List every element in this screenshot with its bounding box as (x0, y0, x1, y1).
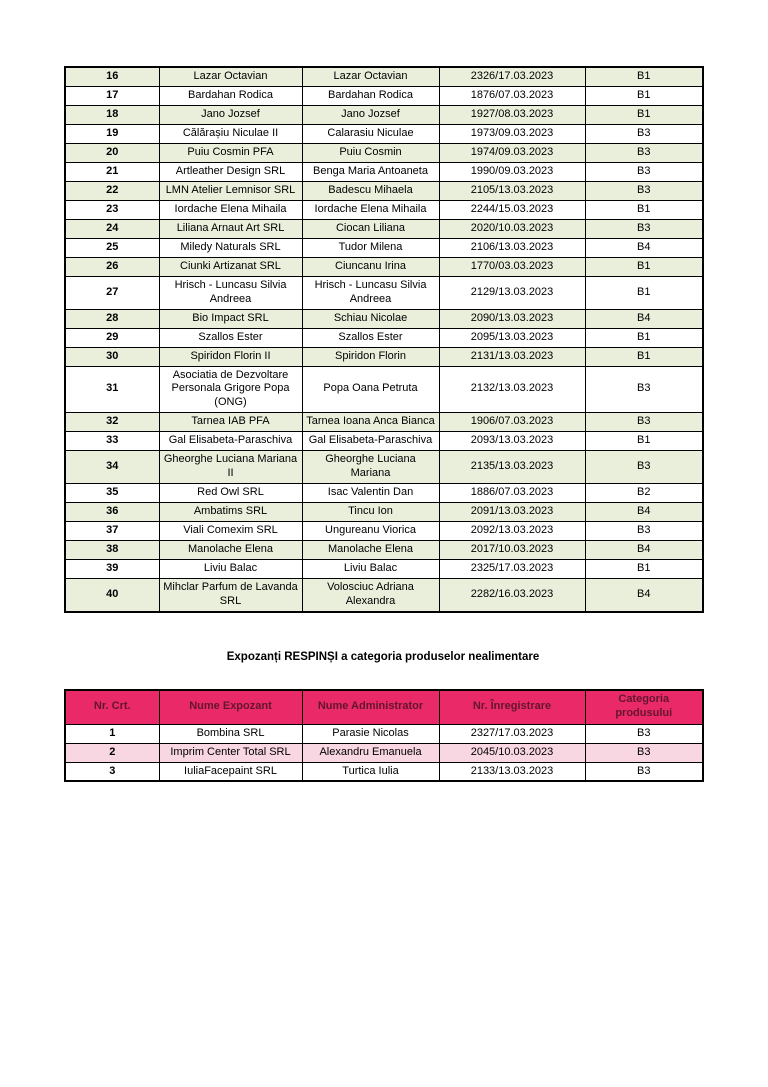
cell-nume-expozant: Tarnea IAB PFA (159, 413, 302, 432)
exhibitors-continued-table-body (65, 67, 703, 612)
cell-nume-expozant: Puiu Cosmin PFA (159, 143, 302, 162)
cell-nume-expozant: LMN Atelier Lemnisor SRL (159, 181, 302, 200)
cell-nr-inregistrare: 2131/13.03.2023 (439, 347, 585, 366)
cell-nr-inregistrare: 2282/16.03.2023 (439, 579, 585, 612)
table-row (65, 162, 703, 181)
table-row (65, 143, 703, 162)
cell-nr-crt: 37 (65, 522, 159, 541)
cell-nume-expozant: Spiridon Florin II (159, 347, 302, 366)
cell-nr-crt: 28 (65, 309, 159, 328)
table-row (65, 276, 703, 309)
cell-nr-crt: 33 (65, 432, 159, 451)
cell-nr-inregistrare: 2327/17.03.2023 (439, 724, 585, 743)
cell-categoria-produsului: B3 (585, 181, 703, 200)
cell-categoria-produsului: B1 (585, 257, 703, 276)
header-nume-expozant: Nume Expozant (159, 690, 302, 724)
cell-categoria-produsului: B3 (585, 724, 703, 743)
cell-categoria-produsului: B3 (585, 366, 703, 413)
cell-nr-crt: 34 (65, 451, 159, 484)
cell-nr-crt: 16 (65, 67, 159, 86)
table-row (65, 541, 703, 560)
cell-nr-inregistrare: 2090/13.03.2023 (439, 309, 585, 328)
table-row (65, 413, 703, 432)
cell-nume-administrator: Parasie Nicolas (302, 724, 439, 743)
cell-nr-inregistrare: 1906/07.03.2023 (439, 413, 585, 432)
cell-categoria-produsului: B1 (585, 432, 703, 451)
cell-nr-inregistrare: 2132/13.03.2023 (439, 366, 585, 413)
cell-categoria-produsului: B3 (585, 743, 703, 762)
cell-nume-administrator: Benga Maria Antoaneta (302, 162, 439, 181)
cell-nr-crt: 26 (65, 257, 159, 276)
cell-nume-expozant: Bombina SRL (159, 724, 302, 743)
table-row (65, 347, 703, 366)
table-row (65, 724, 703, 743)
cell-nr-crt: 18 (65, 105, 159, 124)
header-nume-administrator: Nume Administrator (302, 690, 439, 724)
cell-nr-crt: 17 (65, 86, 159, 105)
cell-nr-crt: 20 (65, 143, 159, 162)
cell-nume-expozant: Lazar Octavian (159, 67, 302, 86)
table-row (65, 366, 703, 413)
cell-nume-administrator: Schiau Nicolae (302, 309, 439, 328)
cell-nume-expozant: Szallos Ester (159, 328, 302, 347)
cell-nume-expozant: Ambatims SRL (159, 503, 302, 522)
exhibitors-continued-table (64, 66, 704, 613)
cell-nr-crt: 3 (65, 762, 159, 781)
cell-nr-inregistrare: 2092/13.03.2023 (439, 522, 585, 541)
cell-nume-expozant: Gheorghe Luciana Mariana II (159, 451, 302, 484)
cell-nr-inregistrare: 2045/10.03.2023 (439, 743, 585, 762)
cell-nr-inregistrare: 2244/15.03.2023 (439, 200, 585, 219)
cell-categoria-produsului: B4 (585, 503, 703, 522)
cell-nume-administrator: Ciuncanu Irina (302, 257, 439, 276)
cell-nume-administrator: Bardahan Rodica (302, 86, 439, 105)
cell-nume-administrator: Lazar Octavian (302, 67, 439, 86)
cell-categoria-produsului: B3 (585, 162, 703, 181)
cell-nume-expozant: Imprim Center Total SRL (159, 743, 302, 762)
cell-nume-administrator: Tarnea Ioana Anca Bianca (302, 413, 439, 432)
cell-nume-administrator: Tudor Milena (302, 238, 439, 257)
table-row (65, 743, 703, 762)
cell-nume-administrator: Alexandru Emanuela (302, 743, 439, 762)
cell-nume-administrator: Iordache Elena Mihaila (302, 200, 439, 219)
table-row (65, 86, 703, 105)
table-row (65, 762, 703, 781)
cell-categoria-produsului: B1 (585, 67, 703, 86)
cell-nr-inregistrare: 2325/17.03.2023 (439, 560, 585, 579)
cell-nr-crt: 21 (65, 162, 159, 181)
rejected-table-body (65, 724, 703, 781)
cell-nr-crt: 27 (65, 276, 159, 309)
cell-nr-inregistrare: 2091/13.03.2023 (439, 503, 585, 522)
cell-nume-administrator: Popa Oana Petruta (302, 366, 439, 413)
cell-nr-inregistrare: 2020/10.03.2023 (439, 219, 585, 238)
table-row (65, 560, 703, 579)
table-row (65, 238, 703, 257)
table-row (65, 503, 703, 522)
cell-nume-administrator: Szallos Ester (302, 328, 439, 347)
cell-nr-crt: 35 (65, 484, 159, 503)
cell-nume-expozant: Liliana Arnaut Art SRL (159, 219, 302, 238)
table-row (65, 579, 703, 612)
table-row (65, 257, 703, 276)
cell-categoria-produsului: B3 (585, 451, 703, 484)
cell-nume-expozant: Manolache Elena (159, 541, 302, 560)
cell-nr-crt: 32 (65, 413, 159, 432)
table-row (65, 200, 703, 219)
table-row (65, 124, 703, 143)
cell-nume-expozant: Jano Jozsef (159, 105, 302, 124)
cell-nume-administrator: Manolache Elena (302, 541, 439, 560)
table-row (65, 67, 703, 86)
cell-categoria-produsului: B4 (585, 579, 703, 612)
cell-nr-inregistrare: 1770/03.03.2023 (439, 257, 585, 276)
cell-nume-expozant: Viali Comexim SRL (159, 522, 302, 541)
cell-nr-crt: 39 (65, 560, 159, 579)
cell-nr-crt: 25 (65, 238, 159, 257)
cell-nr-crt: 38 (65, 541, 159, 560)
cell-categoria-produsului: B3 (585, 413, 703, 432)
cell-categoria-produsului: B3 (585, 143, 703, 162)
cell-nume-administrator: Gal Elisabeta-Paraschiva (302, 432, 439, 451)
cell-nume-administrator: Liviu Balac (302, 560, 439, 579)
cell-nr-inregistrare: 2129/13.03.2023 (439, 276, 585, 309)
cell-nume-administrator: Jano Jozsef (302, 105, 439, 124)
table-row (65, 105, 703, 124)
cell-nr-inregistrare: 1990/09.03.2023 (439, 162, 585, 181)
cell-nume-expozant: Asociatia de Dezvoltare Personala Grigore Popa (ONG) (159, 366, 302, 413)
cell-nr-inregistrare: 1973/09.03.2023 (439, 124, 585, 143)
cell-categoria-produsului: B1 (585, 86, 703, 105)
cell-nr-inregistrare: 1974/09.03.2023 (439, 143, 585, 162)
cell-nr-inregistrare: 2093/13.03.2023 (439, 432, 585, 451)
cell-nume-administrator: Badescu Mihaela (302, 181, 439, 200)
cell-nume-expozant: Red Owl SRL (159, 484, 302, 503)
cell-nume-expozant: Iordache Elena Mihaila (159, 200, 302, 219)
header-categoria-produsului: Categoria produsului (585, 690, 703, 724)
cell-nr-crt: 36 (65, 503, 159, 522)
cell-nume-administrator: Ciocan Liliana (302, 219, 439, 238)
cell-nr-crt: 1 (65, 724, 159, 743)
cell-nr-crt: 22 (65, 181, 159, 200)
header-nr-crt: Nr. Crt. (65, 690, 159, 724)
cell-nr-inregistrare: 2133/13.03.2023 (439, 762, 585, 781)
cell-nume-expozant: Gal Elisabeta-Paraschiva (159, 432, 302, 451)
cell-nr-crt: 2 (65, 743, 159, 762)
cell-categoria-produsului: B3 (585, 124, 703, 143)
cell-nr-inregistrare: 2105/13.03.2023 (439, 181, 585, 200)
cell-nume-administrator: Calarasiu Niculae (302, 124, 439, 143)
cell-nume-administrator: Hrisch - Luncasu Silvia Andreea (302, 276, 439, 309)
cell-categoria-produsului: B1 (585, 328, 703, 347)
cell-nr-crt: 29 (65, 328, 159, 347)
cell-nr-inregistrare: 1886/07.03.2023 (439, 484, 585, 503)
table-row (65, 432, 703, 451)
table-row (65, 484, 703, 503)
cell-categoria-produsului: B4 (585, 309, 703, 328)
cell-categoria-produsului: B1 (585, 276, 703, 309)
cell-nume-expozant: IuliaFacepaint SRL (159, 762, 302, 781)
cell-nume-administrator: Puiu Cosmin (302, 143, 439, 162)
cell-nume-expozant: Liviu Balac (159, 560, 302, 579)
cell-nume-administrator: Ungureanu Viorica (302, 522, 439, 541)
cell-categoria-produsului: B3 (585, 522, 703, 541)
cell-categoria-produsului: B1 (585, 105, 703, 124)
cell-nume-expozant: Artleather Design SRL (159, 162, 302, 181)
table-row (65, 219, 703, 238)
cell-nume-administrator: Volosciuc Adriana Alexandra (302, 579, 439, 612)
rejected-section-title: Expozanți RESPINȘI a categoria produselor nealimentare (226, 651, 540, 664)
table-row (65, 451, 703, 484)
cell-nume-expozant: Miledy Naturals SRL (159, 238, 302, 257)
cell-nr-crt: 24 (65, 219, 159, 238)
table-row (65, 328, 703, 347)
cell-nume-expozant: Hrisch - Luncasu Silvia Andreea (159, 276, 302, 309)
cell-nr-crt: 19 (65, 124, 159, 143)
cell-nume-administrator: Isac Valentin Dan (302, 484, 439, 503)
cell-nume-administrator: Turtica Iulia (302, 762, 439, 781)
cell-nr-inregistrare: 1927/08.03.2023 (439, 105, 585, 124)
cell-nr-inregistrare: 2095/13.03.2023 (439, 328, 585, 347)
cell-categoria-produsului: B1 (585, 347, 703, 366)
cell-nume-expozant: Mihclar Parfum de Lavanda SRL (159, 579, 302, 612)
rejected-exhibitors-table (64, 689, 704, 782)
cell-nr-crt: 31 (65, 366, 159, 413)
cell-nr-inregistrare: 2326/17.03.2023 (439, 67, 585, 86)
cell-nume-administrator: Tincu Ion (302, 503, 439, 522)
cell-categoria-produsului: B4 (585, 541, 703, 560)
cell-nr-crt: 23 (65, 200, 159, 219)
cell-categoria-produsului: B1 (585, 200, 703, 219)
header-nr-inregistrare: Nr. Înregistrare (439, 690, 585, 724)
table-row (65, 522, 703, 541)
table-row (65, 181, 703, 200)
cell-nume-expozant: Bio Impact SRL (159, 309, 302, 328)
header-row (65, 690, 703, 724)
cell-nr-crt: 30 (65, 347, 159, 366)
cell-categoria-produsului: B3 (585, 219, 703, 238)
cell-categoria-produsului: B2 (585, 484, 703, 503)
cell-nume-expozant: Bardahan Rodica (159, 86, 302, 105)
cell-nume-administrator: Gheorghe Luciana Mariana (302, 451, 439, 484)
cell-nr-crt: 40 (65, 579, 159, 612)
cell-categoria-produsului: B4 (585, 238, 703, 257)
rejected-table-header (65, 690, 703, 724)
cell-nume-expozant: Ciunki Artizanat SRL (159, 257, 302, 276)
cell-nr-inregistrare: 1876/07.03.2023 (439, 86, 585, 105)
cell-categoria-produsului: B3 (585, 762, 703, 781)
cell-nr-inregistrare: 2135/13.03.2023 (439, 451, 585, 484)
cell-nr-inregistrare: 2017/10.03.2023 (439, 541, 585, 560)
cell-nume-expozant: Călărașiu Niculae II (159, 124, 302, 143)
cell-nr-inregistrare: 2106/13.03.2023 (439, 238, 585, 257)
table-row (65, 309, 703, 328)
cell-nume-administrator: Spiridon Florin (302, 347, 439, 366)
cell-categoria-produsului: B1 (585, 560, 703, 579)
